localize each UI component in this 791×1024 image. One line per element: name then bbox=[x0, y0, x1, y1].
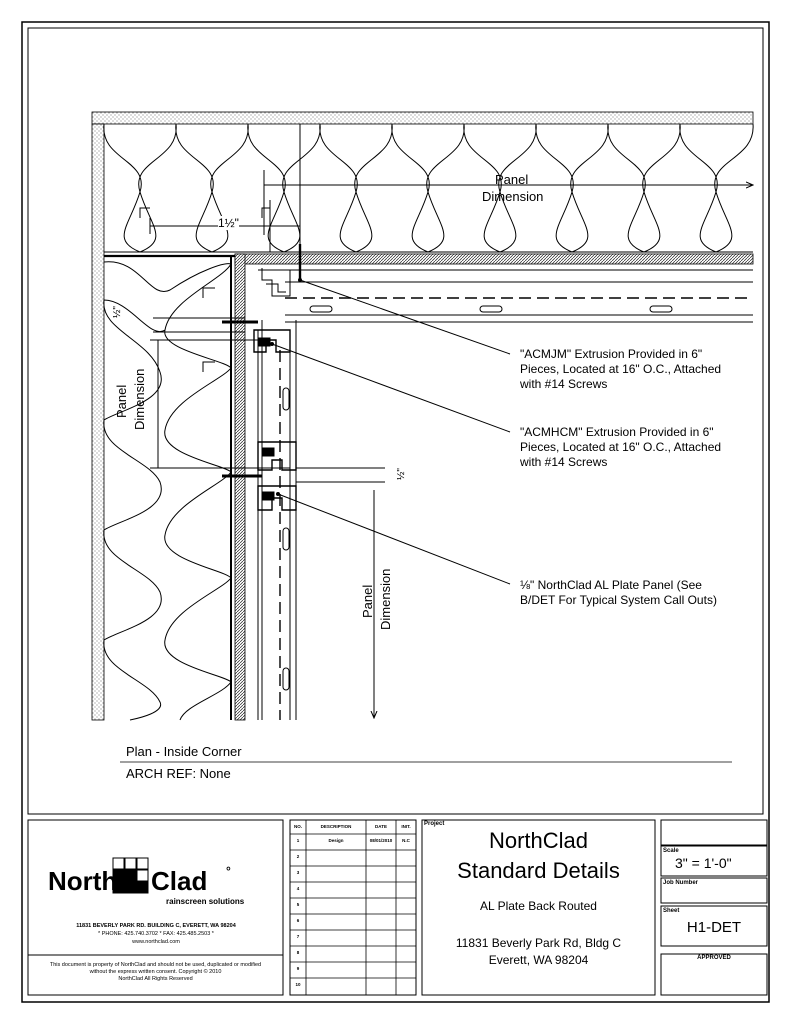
left-panel bbox=[222, 320, 296, 720]
callout-acmjm-line2: Pieces, Located at 16" O.C., Attached bbox=[520, 362, 722, 376]
arch-ref: ARCH REF: None bbox=[126, 766, 231, 781]
disclaimer-line2: without the express written consent. Copyright © 2010 bbox=[89, 969, 222, 975]
revision-header-cell: INIT. bbox=[401, 824, 411, 829]
dim-label-one-half-top: 1½" bbox=[218, 216, 239, 230]
sheet-border bbox=[22, 22, 769, 1002]
dim-label-panel-left-1: Panel bbox=[114, 384, 129, 418]
scale-label: Scale bbox=[663, 848, 679, 854]
revision-cell: 1 bbox=[296, 838, 300, 843]
logo-text-clad: Clad bbox=[151, 866, 208, 896]
callout-al-plate-line1: ⅛" NorthClad AL Plate Panel (See bbox=[520, 578, 702, 592]
top-insulation bbox=[104, 124, 753, 252]
revision-cell: 08/01/2010 bbox=[369, 838, 393, 843]
callout-acmhcm-line2: Pieces, Located at 16" O.C., Attached bbox=[520, 440, 722, 454]
approved-label: APPROVED bbox=[697, 955, 731, 961]
project-address-line2: Everett, WA 98204 bbox=[488, 953, 589, 967]
revision-header-cell: NO. bbox=[293, 824, 302, 829]
project-address-line1: 11831 Beverly Park Rd, Bldg C bbox=[455, 936, 622, 950]
logo-tagline: rainscreen solutions bbox=[166, 897, 245, 906]
project-subtitle: AL Plate Back Routed bbox=[480, 899, 597, 913]
logo-registered-mark: ° bbox=[226, 864, 231, 878]
top-studs bbox=[140, 124, 300, 252]
left-insulation bbox=[104, 262, 231, 720]
revision-cell: Design bbox=[328, 838, 344, 843]
dim-label-panel-top-2: Dimension bbox=[482, 189, 544, 204]
company-website: www.northclad.com bbox=[132, 939, 180, 945]
dim-label-panel-left-2: Dimension bbox=[132, 368, 147, 430]
callout-acmhcm bbox=[520, 425, 721, 470]
callout-acmjm-line1: "ACMJM" Extrusion Provided in 6" bbox=[520, 347, 703, 361]
revision-grid bbox=[290, 820, 416, 995]
revision-cell: 5 bbox=[296, 902, 300, 907]
revision-cell: 7 bbox=[296, 934, 300, 939]
company-disclaimer bbox=[30, 962, 281, 983]
callout-al-plate-line2: B/DET For Typical System Call Outs) bbox=[520, 593, 717, 607]
revision-cell: 4 bbox=[296, 886, 300, 891]
project-title-line2: Standard Details bbox=[457, 858, 620, 883]
dim-label-panel-right-1: Panel bbox=[360, 584, 375, 618]
logo-text-north: North bbox=[48, 866, 118, 896]
left-sheathing bbox=[92, 124, 104, 720]
revision-header-cell: DESCRIPTION bbox=[320, 824, 352, 829]
revision-cell: 8 bbox=[296, 950, 300, 955]
dim-label-panel-top-1: Panel bbox=[495, 172, 529, 187]
revision-cell: N.C bbox=[402, 838, 410, 843]
company-address: 11831 BEVERLY PARK RD. BUILDING C, EVERETT, WA 98204 bbox=[76, 923, 236, 929]
company-phone-fax: * PHONE: 425.740.3702 * FAX: 425.485.2503 * bbox=[98, 931, 214, 937]
dim-label-half-left: ½" bbox=[112, 306, 123, 318]
callout-acmjm-line3: with #14 Screws bbox=[520, 377, 608, 391]
revision-cell: 6 bbox=[296, 918, 300, 923]
revision-cell: 2 bbox=[296, 854, 300, 859]
dim-label-panel-right-2: Dimension bbox=[378, 568, 393, 630]
scale-value: 3" = 1'-0" bbox=[675, 855, 732, 871]
callout-acmjm bbox=[520, 347, 721, 392]
left-studs bbox=[203, 288, 215, 372]
callout-acmhcm-line1: "ACMHCM" Extrusion Provided in 6" bbox=[520, 425, 714, 439]
callout-acmhcm-line3: with #14 Screws bbox=[520, 455, 608, 469]
dim-label-half-right: ½" bbox=[396, 468, 407, 480]
callout-al-plate bbox=[520, 578, 717, 608]
top-wall-board bbox=[235, 254, 753, 264]
revision-cell: 10 bbox=[295, 982, 301, 987]
disclaimer-line3: NorthClad All Rights Reserved bbox=[118, 976, 193, 982]
drawing-title: Plan - Inside Corner bbox=[126, 744, 242, 759]
job-number-label: Job Number bbox=[663, 880, 699, 886]
logo-grid-icon bbox=[113, 858, 148, 893]
disclaimer-line1: This document is property of NorthClad and should not be used, duplicated or modified bbox=[49, 962, 262, 968]
project-label: Project bbox=[424, 821, 445, 827]
revision-cell: 9 bbox=[296, 966, 300, 971]
left-wall-board bbox=[235, 254, 245, 720]
revision-cell: 3 bbox=[296, 870, 300, 875]
project-title-line1: NorthClad bbox=[488, 828, 589, 853]
sheet-value: H1-DET bbox=[686, 919, 742, 936]
sheet-label: Sheet bbox=[663, 908, 680, 914]
top-sheathing bbox=[92, 112, 753, 124]
revision-header-cell: DATE bbox=[375, 824, 387, 829]
